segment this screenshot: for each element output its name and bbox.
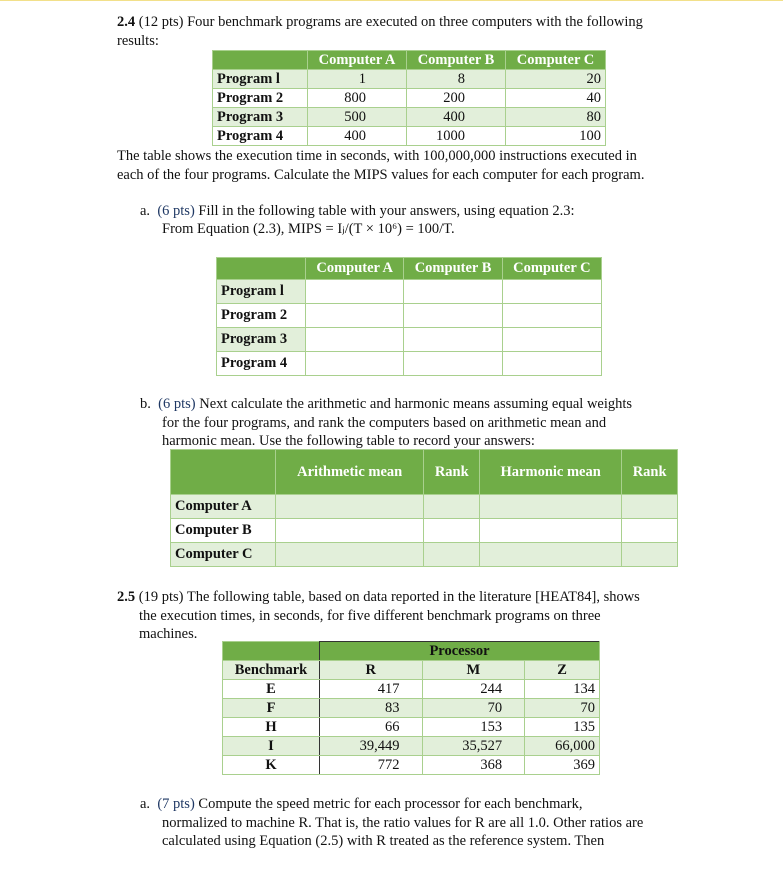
question-number: 2.5: [117, 589, 136, 605]
corner: [171, 450, 276, 495]
row-header: Program l: [217, 280, 306, 304]
col-header: Arithmetic mean: [276, 450, 424, 495]
row-header: E: [223, 680, 320, 699]
answer-cell[interactable]: [480, 519, 622, 543]
answer-cell[interactable]: [622, 495, 678, 519]
cell: 134: [525, 680, 600, 699]
table-row: [171, 543, 678, 567]
col-header: Computer C: [502, 258, 601, 280]
cell: 369: [525, 756, 600, 775]
text: machines.: [139, 626, 198, 642]
benchmark-table: [222, 641, 600, 775]
text: Four benchmark programs are executed on three computers with the following: [183, 14, 643, 30]
table-row: [217, 304, 602, 328]
row-header: Program 4: [217, 352, 306, 376]
cell: 66,000: [525, 737, 600, 756]
col-header: Benchmark: [223, 661, 320, 680]
cell: 400: [407, 108, 506, 127]
text: calculated using Equation (2.5) with R treated as the reference system. Then: [162, 833, 605, 849]
row-header: Computer B: [171, 519, 276, 543]
cell: 368: [422, 756, 525, 775]
answer-cell[interactable]: [306, 352, 404, 376]
cell: 244: [422, 680, 525, 699]
cell: 772: [320, 756, 423, 775]
cell: 70: [525, 699, 600, 718]
cell: 70: [422, 699, 525, 718]
row-header: Program 2: [217, 304, 306, 328]
corner: [213, 51, 308, 70]
row-header: Computer C: [171, 543, 276, 567]
answer-cell[interactable]: [424, 495, 480, 519]
answer-cell[interactable]: [480, 495, 622, 519]
col-header: R: [320, 661, 423, 680]
row-header: Program 4: [213, 127, 308, 146]
cell: 1000: [407, 127, 506, 146]
text: The following table, based on data reported in the literature [HEAT84], shows: [183, 589, 640, 605]
col-header: Rank: [622, 450, 678, 495]
cell: 135: [525, 718, 600, 737]
table-row: [223, 718, 600, 737]
answer-cell[interactable]: [306, 280, 404, 304]
row-header: F: [223, 699, 320, 718]
table-row: [217, 280, 602, 304]
answer-cell[interactable]: [502, 352, 601, 376]
q24-intro: [117, 13, 643, 50]
answer-cell[interactable]: [502, 304, 601, 328]
cell: 8: [407, 70, 506, 89]
table-row: [223, 680, 600, 699]
answer-cell[interactable]: [502, 328, 601, 352]
points: (19 pts): [138, 589, 184, 605]
cell: 80: [506, 108, 606, 127]
cell: 400: [308, 127, 407, 146]
col-header: M: [422, 661, 525, 680]
part-b: [140, 395, 632, 451]
answer-cell[interactable]: [404, 280, 502, 304]
row-header: I: [223, 737, 320, 756]
cell: 39,449: [320, 737, 423, 756]
points: (6 pts): [158, 396, 196, 412]
part-a: [140, 202, 575, 221]
q25-part-a: [140, 795, 643, 851]
answer-cell[interactable]: [276, 543, 424, 567]
answer-cell[interactable]: [276, 495, 424, 519]
answer-cell[interactable]: [404, 304, 502, 328]
text: each of the four programs. Calculate the MIPS values for each computer for each program.: [117, 166, 645, 183]
answer-cell[interactable]: [480, 543, 622, 567]
answer-cell[interactable]: [276, 519, 424, 543]
points: (6 pts): [157, 203, 195, 219]
cell: 153: [422, 718, 525, 737]
table-row: [171, 519, 678, 543]
points: (12 pts): [138, 14, 184, 30]
cell: 200: [407, 89, 506, 108]
row-header: Program 3: [217, 328, 306, 352]
label: b.: [140, 396, 151, 412]
cell: 800: [308, 89, 407, 108]
col-header: Computer A: [308, 51, 407, 70]
cell: 20: [506, 70, 606, 89]
equation: From Equation (2.3), MIPS = Iⱼ/(T × 10⁶) = 100/T.: [162, 221, 455, 237]
answer-cell[interactable]: [622, 519, 678, 543]
answer-cell[interactable]: [404, 352, 502, 376]
cell: 417: [320, 680, 423, 699]
col-header: Computer C: [506, 51, 606, 70]
text: The table shows the execution time in seconds, with 100,000,000 instructions executed in: [117, 148, 637, 164]
cell: 1: [308, 70, 407, 89]
corner: [223, 642, 320, 661]
cell: 500: [308, 108, 407, 127]
execution-time-table: [212, 50, 606, 146]
table-row: [213, 70, 606, 89]
col-header: Z: [525, 661, 600, 680]
row-header: Program l: [213, 70, 308, 89]
table-row: [213, 89, 606, 108]
text: Next calculate the arithmetic and harmonic means assuming equal weights: [195, 396, 633, 412]
table-row: [171, 495, 678, 519]
table-row: [217, 352, 602, 376]
text: results:: [117, 32, 159, 49]
answer-cell[interactable]: [306, 304, 404, 328]
col-header: Rank: [424, 450, 480, 495]
text: for the four programs, and rank the computers based on arithmetic mean and: [162, 414, 607, 431]
mips-answer-table: [216, 257, 602, 376]
row-header: K: [223, 756, 320, 775]
row-header: Program 3: [213, 108, 308, 127]
answer-cell[interactable]: [502, 280, 601, 304]
q25-intro: [117, 588, 640, 644]
label: a.: [140, 796, 151, 812]
table-row: [213, 127, 606, 146]
col-header: Computer A: [306, 258, 404, 280]
group-header: Processor: [320, 642, 600, 661]
col-header: Computer B: [407, 51, 506, 70]
table-row: [223, 737, 600, 756]
table-row: [213, 108, 606, 127]
answer-cell[interactable]: [404, 328, 502, 352]
text: Fill in the following table with your answers, using equation 2.3:: [194, 203, 575, 219]
corner: [217, 258, 306, 280]
cell: 66: [320, 718, 423, 737]
table-row: [223, 699, 600, 718]
row-header: H: [223, 718, 320, 737]
means-answer-table: [170, 449, 678, 567]
text: normalized to machine R. That is, the ratio values for R are all 1.0. Other ratios are: [162, 814, 644, 831]
row-header: Computer A: [171, 495, 276, 519]
points: (7 pts): [157, 796, 195, 812]
answer-cell[interactable]: [306, 328, 404, 352]
answer-cell[interactable]: [424, 519, 480, 543]
cell: 83: [320, 699, 423, 718]
text: harmonic mean. Use the following table to record your answers:: [162, 433, 535, 449]
answer-cell[interactable]: [622, 543, 678, 567]
row-header: Program 2: [213, 89, 308, 108]
text: the execution times, in seconds, for five different benchmark programs on three: [139, 607, 601, 624]
col-header: Computer B: [404, 258, 502, 280]
label: a.: [140, 203, 151, 219]
table-row: [223, 756, 600, 775]
q24-description: [117, 147, 644, 184]
cell: 100: [506, 127, 606, 146]
text: Compute the speed metric for each processor for each benchmark,: [194, 796, 583, 812]
question-number: 2.4: [117, 14, 136, 30]
answer-cell[interactable]: [424, 543, 480, 567]
cell: 35,527: [422, 737, 525, 756]
col-header: Harmonic mean: [480, 450, 622, 495]
cell: 40: [506, 89, 606, 108]
table-row: [217, 328, 602, 352]
